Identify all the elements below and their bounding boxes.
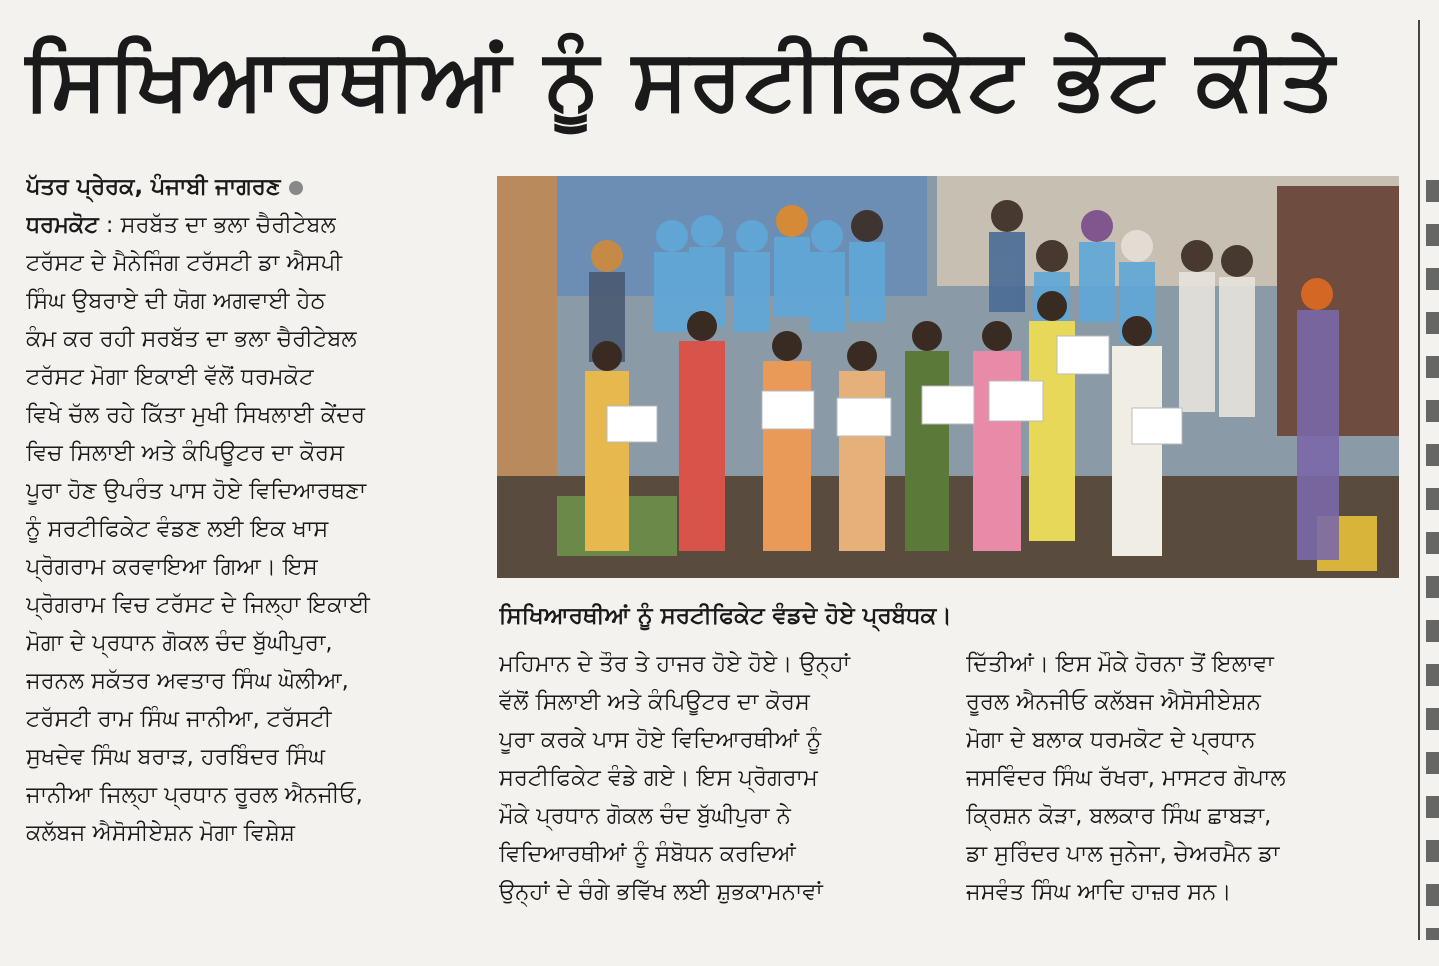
body-line: ਜਾਨੀਆ ਜਿਲ੍ਹਾ ਪ੍ਰਧਾਨ ਰੂਰਲ ਐਨਜੀਓ,: [26, 782, 363, 808]
body-line: ਵਿਚ ਸਿਲਾਈ ਅਤੇ ਕੰਪਿਊਟਰ ਦਾ ਕੋਰਸ: [26, 440, 345, 466]
body-line: ਵਿਦਿਆਰਥੀਆਂ ਨੂੰ ਸੰਬੋਧਨ ਕਰਦਿਆਂ: [499, 841, 796, 867]
body-line: ਉਨ੍ਹਾਂ ਦੇ ਚੰਗੇ ਭਵਿੱਖ ਲਈ ਸ਼ੁਭਕਾਮਨਾਵਾਂ: [499, 879, 823, 905]
body-line: ਕੰਮ ਕਰ ਰਹੀ ਸਰਬੱਤ ਦਾ ਭਲਾ ਚੈਰੀਟੇਬਲ: [26, 326, 357, 352]
body-line: ਮੌਕੇ ਪ੍ਰਧਾਨ ਗੋਕਲ ਚੰਦ ਬੁੱਘੀਪੁਰਾ ਨੇ: [499, 803, 791, 829]
body-line: ਰੂਰਲ ਐਨਜੀਓ ਕਲੱਬਜ ਐਸੋਸੀਏਸ਼ਨ: [966, 689, 1261, 715]
body-line: ਮੋਗਾ ਦੇ ਬਲਾਕ ਧਰਮਕੋਟ ਦੇ ਪ੍ਰਧਾਨ: [966, 727, 1256, 753]
body-line: ਪ੍ਰੋਗਰਾਮ ਕਰਵਾਇਆ ਗਿਆ। ਇਸ: [26, 554, 318, 580]
body-line: ਡਾ ਸੁਰਿੰਦਰ ਪਾਲ ਜੁਨੇਜਾ, ਚੇਅਰਮੈਨ ਡਾ: [966, 841, 1280, 867]
body-line: ਦਿੱਤੀਆਂ। ਇਸ ਮੌਕੇ ਹੋਰਨਾ ਤੋਂ ਇਲਾਵਾ: [966, 651, 1274, 677]
body-line: ਜਸਵੰਤ ਸਿੰਘ ਆਦਿ ਹਾਜ਼ਰ ਸਨ।: [966, 879, 1232, 905]
body-line: ਮਹਿਮਾਨ ਦੇ ਤੌਰ ਤੇ ਹਾਜਰ ਹੋਏ ਹੋਏ। ਉਨ੍ਹਾਂ: [499, 651, 851, 677]
dateline-line: ਧਰਮਕੋਟ : ਸਰਬੱਤ ਦਾ ਭਲਾ ਚੈਰੀਟੇਬਲ: [26, 212, 336, 238]
group-photo: [497, 176, 1399, 578]
column-divider: [1418, 20, 1420, 940]
byline-line: [26, 168, 466, 206]
body-line: ਨੂੰ ਸਰਟੀਫਿਕੇਟ ਵੰਡਣ ਲਈ ਇਕ ਖਾਸ: [26, 516, 329, 542]
body-line: ਕ੍ਰਿਸ਼ਨ ਕੋੜਾ, ਬਲਕਾਰ ਸਿੰਘ ਛਾਬੜਾ,: [966, 803, 1272, 829]
body-line: ਸਰਬੱਤ ਦਾ ਭਲਾ ਚੈਰੀਟੇਬਲ: [120, 212, 336, 238]
body-line: ਪ੍ਰੋਗਰਾਮ ਵਿਚ ਟਰੱਸਟ ਦੇ ਜਿਲ੍ਹਾ ਇਕਾਈ: [26, 592, 370, 618]
body-line: ਵੱਲੋਂ ਸਿਲਾਈ ਅਤੇ ਕੰਪਿਊਟਰ ਦਾ ਕੋਰਸ: [499, 689, 810, 715]
bullet-icon: [289, 181, 303, 195]
body-line: ਸਿੰਘ ਉਬਰਾਏ ਦੀ ਯੋਗ ਅਗਵਾਈ ਹੇਠ: [26, 288, 326, 314]
body-line: ਮੋਗਾ ਦੇ ਪ੍ਰਧਾਨ ਗੋਕਲ ਚੰਦ ਬੁੱਘੀਪੁਰਾ,: [26, 630, 333, 656]
dateline: ਧਰਮਕੋਟ: [26, 212, 99, 238]
body-line: ਟਰੱਸਟ ਦੇ ਮੈਨੇਜਿੰਗ ਟਰੱਸਟੀ ਡਾ ਐਸਪੀ: [26, 250, 343, 276]
adjacent-article-edge: [1426, 180, 1439, 940]
body-line: ਕਲੱਬਜ ਐਸੋਸੀਏਸ਼ਨ ਮੋਗਾ ਵਿਸ਼ੇਸ਼: [26, 820, 295, 846]
body-line: ਪੂਰਾ ਕਰਕੇ ਪਾਸ ਹੋਏ ਵਿਦਿਆਰਥੀਆਂ ਨੂੰ: [499, 727, 822, 753]
group-photo-illustration: [497, 176, 1399, 578]
article-column-1: [26, 168, 466, 852]
body-line: ਟਰੱਸਟੀ ਰਾਮ ਸਿੰਘ ਜਾਨੀਆ, ਟਰੱਸਟੀ: [26, 706, 332, 732]
article-column-2: [499, 645, 939, 911]
body-line: ਵਿਖੇ ਚੱਲ ਰਹੇ ਕਿੱਤਾ ਮੁਖੀ ਸਿਖਲਾਈ ਕੇਂਦਰ: [26, 402, 366, 428]
body-line: ਸੁਖਦੇਵ ਸਿੰਘ ਬਰਾੜ, ਹਰਬਿੰਦਰ ਸਿੰਘ: [26, 744, 325, 770]
body-line: ਟਰੱਸਟ ਮੋਗਾ ਇਕਾਈ ਵੱਲੋਂ ਧਰਮਕੋਟ: [26, 364, 314, 390]
body-line: ਜਸਵਿੰਦਰ ਸਿੰਘ ਰੱਖਰਾ, ਮਾਸਟਰ ਗੋਪਾਲ: [966, 765, 1286, 791]
body-line: ਸਰਟੀਫਿਕੇਟ ਵੰਡੇ ਗਏ। ਇਸ ਪ੍ਰੋਗਰਾਮ: [499, 765, 818, 791]
body-line: ਜਰਨਲ ਸਕੱਤਰ ਅਵਤਾਰ ਸਿੰਘ ਘੋਲੀਆ,: [26, 668, 349, 694]
photo-caption: ਸਿਖਿਆਰਥੀਆਂ ਨੂੰ ਸਰਟੀਫਿਕੇਟ ਵੰਡਦੇ ਹੋਏ ਪ੍ਰਬੰਧਕ।: [499, 603, 952, 629]
body-line: ਪੂਰਾ ਹੋਣ ਉਪਰੰਤ ਪਾਸ ਹੋਏ ਵਿਦਿਆਰਥਣਾ: [26, 478, 367, 504]
article-column-3: [966, 645, 1406, 911]
headline: ਸਿਖਿਆਰਥੀਆਂ ਨੂੰ ਸਰਟੀਫਿਕੇਟ ਭੇਟ ਕੀਤੇ: [24, 30, 1337, 128]
byline: ਪੱਤਰ ਪ੍ਰੇਰਕ, ਪੰਜਾਬੀ ਜਾਗਰਣ: [26, 174, 281, 200]
